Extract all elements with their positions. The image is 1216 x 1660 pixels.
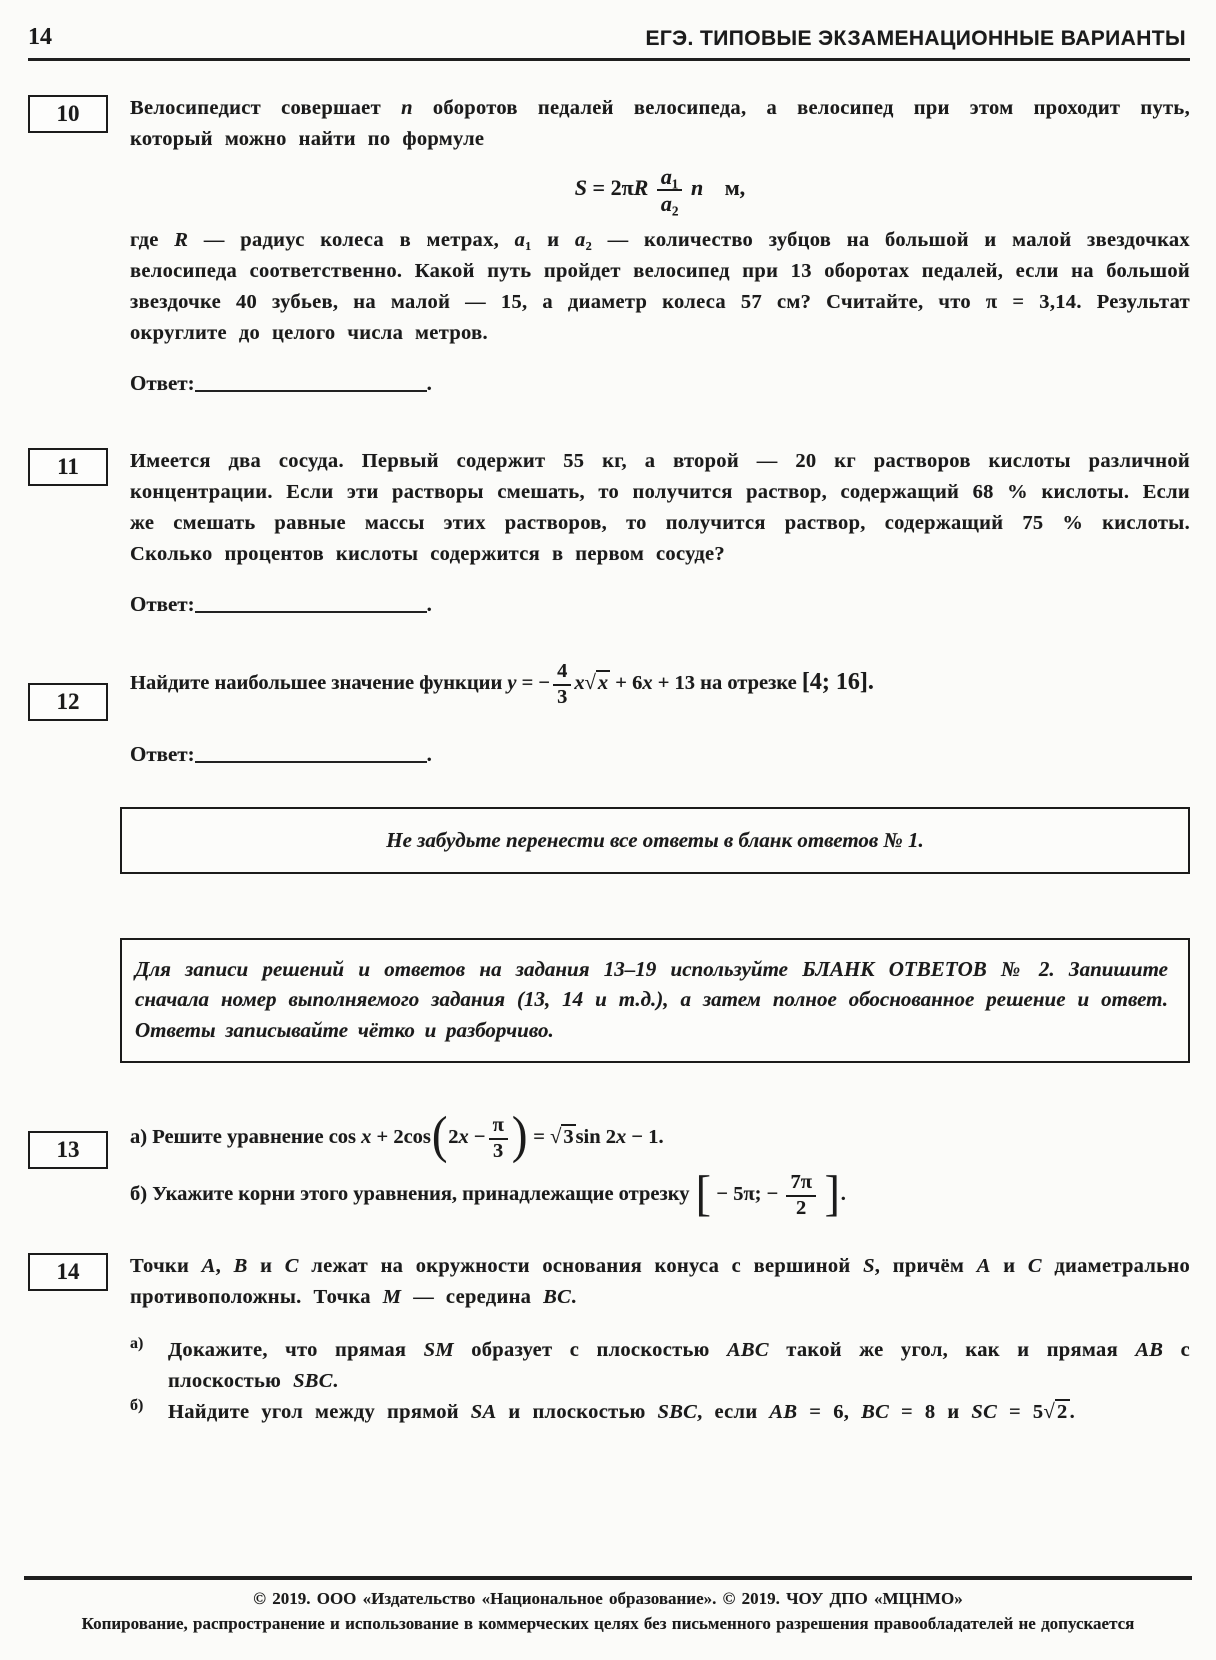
problem-12	[28, 661, 1190, 767]
answer-period: .	[426, 371, 432, 396]
sqrt-x	[585, 670, 611, 694]
problem-13	[28, 1106, 1190, 1221]
problem-13-part-a: а) Решите уравнение cos x + 2cos(2x − $\frac{\pi}{3}$ ) = √3sin 2x − 1.	[130, 1106, 664, 1164]
problem-10-body: где R — радиус колеса в метрах, a₁ и a₂ — количество зубцов на большой и малой звездочках велосипеда соответственно. Какой путь пройдет велосипед при 13 оборотах педалей, если на большой звездочке 40 зубьев, на малой — 15, а диаметр колеса 57 см? Считайте, что π = 3,14. Результат округлите до целого числа метров.	[130, 229, 1190, 345]
problem-14-part-b	[130, 1397, 1190, 1428]
radical-sign: √	[584, 672, 596, 695]
problem-12-post: + 6x + 13	[615, 672, 696, 695]
answer-line-12	[130, 742, 1190, 767]
formula-unit: м,	[724, 175, 746, 201]
answer-blank	[195, 390, 427, 392]
page-number: 14	[28, 24, 52, 50]
fraction-denominator: 3	[493, 1139, 504, 1162]
pi-over-3-fraction	[489, 1115, 508, 1162]
problem-11	[28, 446, 1190, 617]
answer-period: .	[426, 742, 432, 767]
footer-notice: Копирование, распространение и использование в коммерческих целях без письменного разрешения правообладателей не допускается	[81, 1614, 1135, 1633]
note-answer-sheet-2	[120, 938, 1190, 1064]
answer-label: Ответ:	[130, 742, 195, 767]
problem-11-number-box: 11	[28, 448, 108, 486]
fraction-numerator: π	[489, 1115, 508, 1140]
7pi-over-2-fraction	[786, 1172, 815, 1219]
answer-label: Ответ:	[130, 592, 195, 617]
formula-fraction	[657, 165, 683, 215]
part-b-label: б)	[130, 1183, 148, 1206]
part-b-period: .	[840, 1183, 846, 1206]
problem-12-statement	[130, 661, 1190, 708]
answer-period: .	[426, 592, 432, 617]
footer-rule	[24, 1576, 1192, 1580]
problem-14-part-a	[130, 1335, 1190, 1397]
part-b-period: .	[1069, 1401, 1076, 1424]
fraction-denominator: 2	[796, 1196, 807, 1219]
formula-rhs: n	[690, 175, 704, 201]
answer-line-10	[130, 371, 1190, 396]
part-a-pre: Решите уравнение	[152, 1126, 324, 1149]
part-a-label: а)	[130, 1126, 148, 1149]
problem-14-body: Точки A, B и C лежат на окружности основания конуса с вершиной S, причём A и C диаметрально противоположны. Точка M — середина BC.	[130, 1255, 1190, 1309]
problem-12-eq: y = −	[507, 672, 551, 695]
fraction-numerator: a₁	[657, 165, 683, 191]
problem-10-intro: Велосипедист совершает n оборотов педалей велосипеда, а велосипед при этом проходит путь, который можно найти по формуле	[130, 97, 1190, 150]
fraction-numerator: 4	[553, 661, 571, 686]
problem-10-number-box: 10	[28, 95, 108, 133]
fraction-numerator: 7π	[786, 1172, 815, 1197]
problem-12-mid: на отрезке	[700, 672, 797, 695]
header-title: ЕГЭ. ТИПОВЫЕ ЭКЗАМЕНАЦИОННЫЕ ВАРИАНТЫ	[645, 27, 1186, 50]
problem-13-number-box: 13	[28, 1131, 108, 1169]
problem-13-part-b: б) Укажите корни этого уравнения, принадлежащие отрезку [ − 5π; − $\frac{7\pi}{2}$ ].	[130, 1164, 846, 1221]
footer-copyright: © 2019. ООО «Издательство «Национальное образование». © 2019. ЧОУ ДПО «МЦНМО»	[253, 1589, 963, 1608]
sqrt-3	[550, 1124, 576, 1148]
problem-12-number-box: 12	[28, 683, 108, 721]
problem-12-interval: [4; 16].	[801, 669, 874, 696]
radicand: 2	[1057, 1401, 1068, 1424]
problem-14-number-box: 14	[28, 1253, 108, 1291]
formula-lhs: S = 2πR	[574, 175, 649, 201]
problem-10-formula	[130, 165, 1190, 215]
problem-14	[28, 1251, 1190, 1428]
sqrt-2	[1043, 1399, 1069, 1423]
note-transfer-answers-text: Не забудьте перенести все ответы в бланк ответов № 1.	[386, 828, 924, 853]
answer-blank	[195, 761, 427, 763]
radicand: 3	[563, 1126, 574, 1149]
page-content	[0, 93, 1216, 1428]
fraction-denominator: 3	[557, 685, 568, 708]
part-b-pre: Укажите корни этого уравнения, принадлежащие отрезку	[152, 1183, 690, 1206]
header-rule	[28, 58, 1190, 61]
radicand: x	[597, 672, 609, 695]
fraction-denominator: a₂	[660, 191, 679, 217]
answer-line-11	[130, 592, 1190, 617]
radical-sign: √	[1043, 1401, 1056, 1424]
part-b-label: б)	[130, 1397, 144, 1415]
radical-sign: √	[550, 1126, 562, 1149]
part-a-rhs: sin 2x − 1.	[575, 1126, 664, 1149]
note-transfer-answers	[120, 807, 1190, 874]
part-a-text: Докажите, что прямая SM образует с плоскостью ABC такой же угол, как и прямая AB с плоскостью SBC.	[168, 1339, 1191, 1393]
answer-label: Ответ:	[130, 371, 195, 396]
part-a-label: а)	[130, 1335, 144, 1353]
problem-12-pre: Найдите наибольшее значение функции	[130, 672, 503, 695]
part-b-text	[168, 1397, 1190, 1428]
equals-sign: =	[533, 1126, 545, 1149]
problem-11-body: Имеется два сосуда. Первый содержит 55 кг, а второй — 20 кг растворов кислоты различной концентрации. Если эти растворы смешать, то получится раствор, содержащий 68 % кислоты. Если же смешать равные массы этих растворов, то получится раствор, содержащий 75 % кислоты. Сколько процентов кислоты содержится в первом сосуде?	[130, 450, 1190, 566]
part-a-inner: 2x −	[448, 1126, 486, 1149]
note-answer-sheet-2-text: Для записи решений и ответов на задания 13–19 используйте БЛАНК ОТВЕТОВ № 2. Запишите сначала номер выполняемого задания (13, 14 и т.д.), а затем полное обоснованное решение и ответ. Ответы записывайте чётко и разборчиво.	[135, 956, 1168, 1042]
page-header	[0, 0, 1216, 51]
answer-blank	[195, 611, 427, 613]
part-b-main: Найдите угол между прямой SA и плоскостью SBC, если AB = 6, BC = 8 и SC = 5	[168, 1401, 1044, 1424]
part-a-expression: cos x + 2cos	[328, 1126, 431, 1149]
problem-12-fraction	[553, 661, 571, 708]
page-footer	[24, 1576, 1192, 1634]
part-b-inner: − 5π; −	[716, 1183, 779, 1206]
problem-12-x: x	[574, 672, 585, 695]
problem-10	[28, 93, 1190, 396]
